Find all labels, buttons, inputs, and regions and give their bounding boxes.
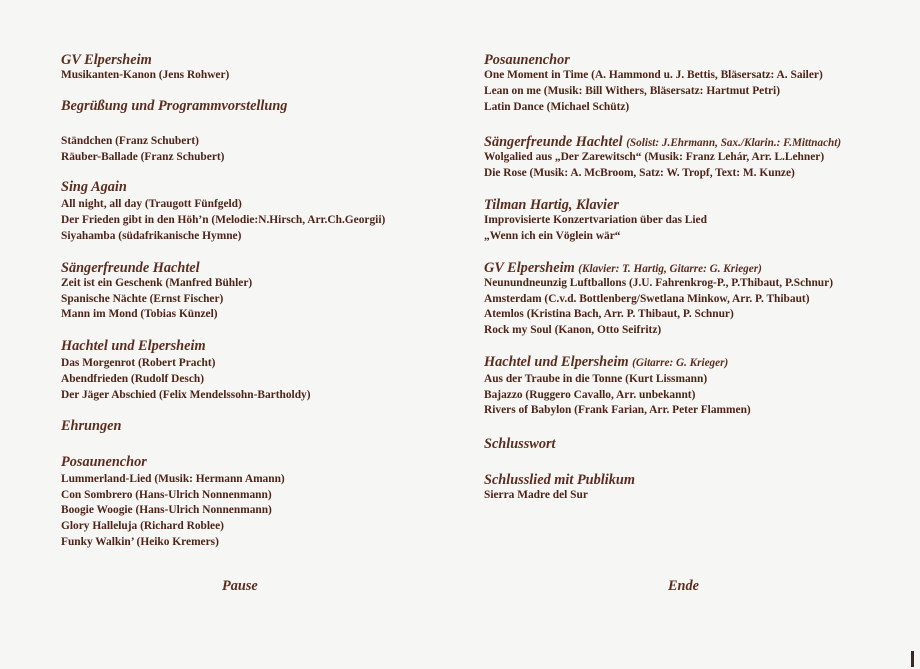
program-item: Siyahamba (südafrikanische Hymne) (61, 230, 242, 242)
section-heading (484, 354, 728, 371)
program-item: Das Morgenrot (Robert Pracht) (61, 357, 216, 369)
program-item: Der Jäger Abschied (Felix Mendelssohn-Bartholdy) (61, 389, 311, 401)
section-heading (484, 134, 841, 151)
section-note: (Klavier: T. Hartig, Gitarre: G. Krieger) (578, 263, 762, 275)
program-item: Musikanten-Kanon (Jens Rohwer) (61, 69, 230, 81)
program-item: Abendfrieden (Rudolf Desch) (61, 373, 205, 385)
end-label: Ende (668, 578, 699, 594)
section-heading: GV Elpersheim (61, 52, 152, 68)
program-item: Ständchen (Franz Schubert) (61, 135, 199, 147)
program-item: Sierra Madre del Sur (484, 489, 588, 501)
program-item: Glory Halleluja (Richard Roblee) (61, 520, 224, 532)
program-item: Lean on me (Musik: Bill Withers, Bläsersatz: Hartmut Petri) (484, 85, 781, 97)
section-heading: Tilman Hartig, Klavier (484, 197, 619, 213)
program-item: All night, all day (Traugott Fünfgeld) (61, 198, 242, 210)
program-item: Neunundneunzig Luftballons (J.U. Fahrenkrog-P., P.Thibaut, P.Schnur) (484, 277, 833, 289)
program-item: Spanische Nächte (Ernst Fischer) (61, 293, 224, 305)
program-item: Mann im Mond (Tobias Künzel) (61, 308, 218, 320)
program-item: Wolgalied aus „Der Zarewitsch“ (Musik: Franz Lehár, Arr. L.Lehner) (484, 151, 825, 163)
section-heading: Ehrungen (61, 418, 122, 434)
program-item: Rivers of Babylon (Frank Farian, Arr. Peter Flammen) (484, 404, 751, 416)
program-item: Con Sombrero (Hans-Ulrich Nonnenmann) (61, 489, 272, 501)
section-title: Hachtel und Elpersheim (484, 354, 629, 370)
program-item: Die Rose (Musik: A. McBroom, Satz: W. Tropf, Text: M. Kunze) (484, 167, 795, 179)
section-note: (Gitarre: G. Krieger) (632, 357, 729, 369)
section-title: GV Elpersheim (484, 260, 575, 276)
program-item: Lummerland-Lied (Musik: Hermann Amann) (61, 473, 285, 485)
program-item: Rock my Soul (Kanon, Otto Seifritz) (484, 324, 662, 336)
section-heading (484, 260, 762, 277)
section-heading: Schlusswort (484, 436, 556, 452)
scan-edge-mark (911, 651, 914, 667)
program-item: Räuber-Ballade (Franz Schubert) (61, 151, 225, 163)
section-heading: Posaunenchor (484, 52, 570, 68)
section-heading: Posaunenchor (61, 454, 147, 470)
program-item: One Moment in Time (A. Hammond u. J. Bettis, Bläsersatz: A. Sailer) (484, 69, 823, 81)
program-item: Funky Walkin’ (Heiko Kremers) (61, 536, 219, 548)
program-item: Der Frieden gibt in den Höh’n (Melodie:N.Hirsch, Arr.Ch.Georgii) (61, 214, 386, 226)
section-heading: Begrüßung und Programmvorstellung (61, 98, 288, 114)
section-title: Sängerfreunde Hachtel (484, 134, 623, 150)
section-heading: Sing Again (61, 179, 127, 195)
program-item: Bajazzo (Ruggero Cavallo, Arr. unbekannt) (484, 389, 696, 401)
program-item: Improvisierte Konzertvariation über das Lied (484, 214, 707, 226)
program-item: Boogie Woogie (Hans-Ulrich Nonnenmann) (61, 504, 272, 516)
program-item: Aus der Traube in die Tonne (Kurt Lissmann) (484, 373, 708, 385)
section-heading: Sängerfreunde Hachtel (61, 260, 200, 276)
section-note: (Solist: J.Ehrmann, Sax./Klarin.: F.Mittnacht) (626, 137, 842, 149)
program-item: Atemlos (Kristina Bach, Arr. P. Thibaut, P. Schnur) (484, 308, 734, 320)
section-heading: Hachtel und Elpersheim (61, 338, 206, 354)
program-item: „Wenn ich ein Vöglein wär“ (484, 230, 621, 242)
program-item: Amsterdam (C.v.d. Bottlenberg/Swetlana Minkow, Arr. P. Thibaut) (484, 293, 810, 305)
pause-label: Pause (222, 578, 258, 594)
program-item: Zeit ist ein Geschenk (Manfred Bühler) (61, 277, 253, 289)
program-item: Latin Dance (Michael Schütz) (484, 101, 630, 113)
section-heading: Schlusslied mit Publikum (484, 472, 635, 488)
